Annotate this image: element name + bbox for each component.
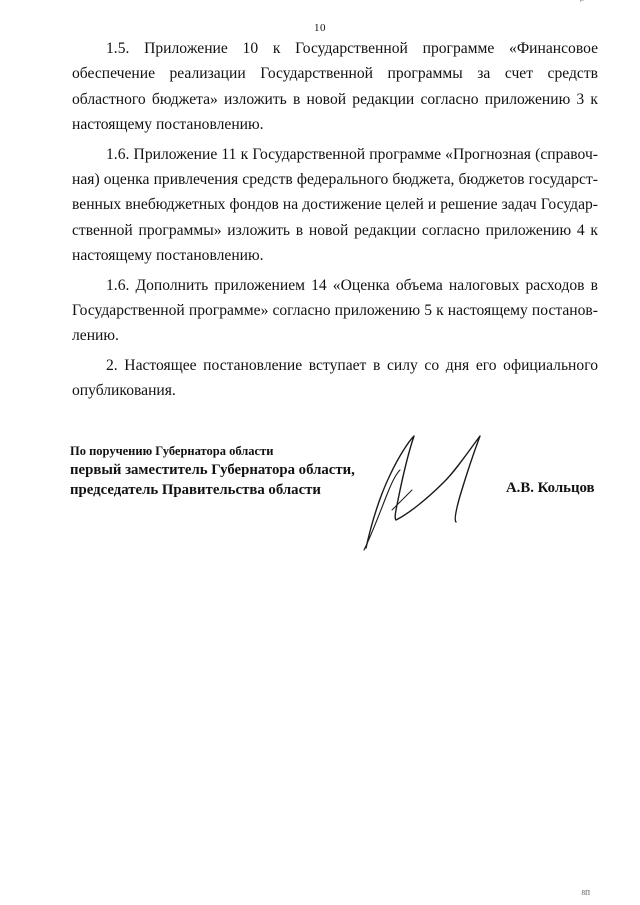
signatory-title-1: первый заместитель Губернатора области, — [70, 462, 355, 478]
footer-mark: 8П — [581, 889, 590, 897]
signatory-block — [70, 442, 370, 500]
paragraph-1-6-second: 1.6. Дополнить приложением 14 «Оценка объема налоговых расходов в Государственной программе» согласно приложению 5 к настоящему постановлению. — [72, 276, 598, 345]
paragraph-1-6-first: 1.6. Приложение 11 к Государственной программе «Прогнозная (справочная) оценка привлечения средств федерального бюджета, бюджетов государственных внебюджетных фондов на достижение целей и решение задач Государственной программы» изложить в новой редакции согласно приложению 4 к настоящему постановлению. — [72, 145, 598, 265]
paragraph-1-5: 1.5. Приложение 10 к Государственной программе «Финансовое обеспечение реализации Государственной программы за счет средств областного бюджета» изложить в новой редакции согласно приложению 3 к настоящему постановлению. — [72, 40, 598, 134]
corner-mark: ⌐ — [579, 0, 584, 5]
handwritten-signature — [356, 430, 496, 555]
paragraph-2: 2. Настоящее постановление вступает в силу со дня его официального опубликования. — [72, 356, 598, 400]
signatory-name: А.В. Кольцов — [506, 480, 595, 496]
signatory-title-2: председатель Правительства области — [70, 482, 321, 498]
page-number: 10 — [314, 22, 326, 34]
signatory-authority: По поручению Губернатора области — [70, 444, 274, 458]
document-body — [72, 36, 598, 408]
